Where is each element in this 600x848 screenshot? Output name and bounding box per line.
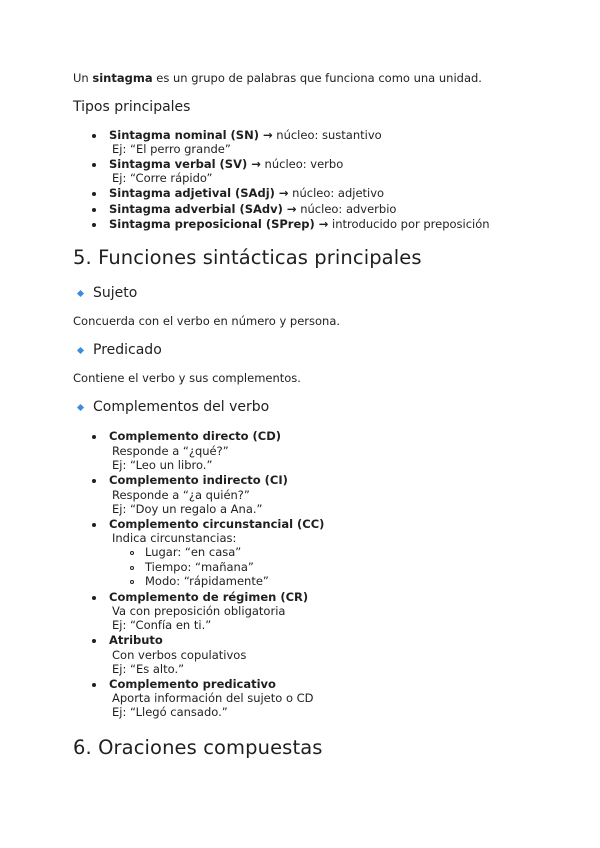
tipo-example: Ej: “El perro grande” (112, 142, 231, 156)
bullet (92, 596, 96, 600)
tipo-item-bold: Sintagma adjetival (SAdj) → (109, 186, 289, 200)
tipo-item-rest: introducido por preposición (328, 217, 490, 231)
sujeto-text: Concuerda con el verbo en número y persona. (73, 314, 341, 328)
complemento-line: Con verbos copulativos (112, 648, 247, 662)
tipo-item-rest: núcleo: adverbio (296, 202, 397, 216)
tipos-heading: Tipos principales (73, 99, 191, 115)
predicado-heading: Predicado (93, 342, 162, 358)
sujeto-heading: Sujeto (93, 285, 138, 301)
complemento-example: Ej: “Es alto.” (112, 662, 185, 676)
tipo-item (109, 157, 343, 171)
complemento-label: Complemento indirecto (CI) (109, 473, 288, 487)
circle-bullet (130, 580, 134, 584)
complemento-line: Responde a “¿qué?” (112, 444, 229, 458)
tipo-item-rest: núcleo: verbo (260, 157, 344, 171)
tipo-item (109, 186, 384, 200)
complemento-example: Ej: “Leo un libro.” (112, 458, 213, 472)
diamond-bullet-icon (77, 290, 84, 297)
intro-term: sintagma (92, 71, 153, 85)
tipo-item (109, 217, 490, 231)
bullet (92, 208, 96, 212)
complemento-label: Complemento directo (CD) (109, 429, 282, 443)
bullet (92, 523, 96, 527)
complemento-label: Complemento circunstancial (CC) (109, 517, 325, 531)
complemento-line: Va con preposición obligatoria (112, 604, 286, 618)
tipo-item-rest: núcleo: sustantivo (272, 128, 382, 142)
tipo-example: Ej: “Corre rápido” (112, 171, 213, 185)
circunstancia-item: Lugar: “en casa” (145, 545, 242, 559)
complemento-label: Atributo (109, 633, 163, 647)
complemento-line: Responde a “¿a quién?” (112, 488, 250, 502)
bullet (92, 163, 96, 167)
bullet (92, 683, 96, 687)
bullet (92, 192, 96, 196)
bullet (92, 223, 96, 227)
circunstancia-item: Tiempo: “mañana” (145, 560, 254, 574)
intro-post: es un grupo de palabras que funciona como una unidad. (152, 71, 482, 85)
bullet (92, 134, 96, 138)
tipo-item-bold: Sintagma preposicional (SPrep) → (109, 217, 329, 231)
intro-paragraph (73, 71, 482, 85)
complemento-label: Complemento de régimen (CR) (109, 590, 309, 604)
complemento-example: Ej: “Doy un regalo a Ana.” (112, 502, 263, 516)
tipo-item-rest: núcleo: adjetivo (288, 186, 385, 200)
tipo-item (109, 128, 382, 142)
diamond-bullet-icon (77, 404, 84, 411)
bullet (92, 639, 96, 643)
circunstancia-item: Modo: “rápidamente” (145, 574, 269, 588)
circle-bullet (130, 566, 134, 570)
complementos-heading: Complementos del verbo (93, 399, 270, 415)
complemento-line: Aporta información del sujeto o CD (112, 691, 314, 705)
intro-pre: Un (73, 71, 93, 85)
complemento-example: Ej: “Llegó cansado.” (112, 705, 228, 719)
bullet (92, 435, 96, 439)
complemento-line: Indica circunstancias: (112, 531, 237, 545)
section6-title: 6. Oraciones compuestas (73, 736, 323, 759)
complemento-label: Complemento predicativo (109, 677, 276, 691)
section5-title: 5. Funciones sintácticas principales (73, 246, 422, 269)
diamond-bullet-icon (77, 347, 84, 354)
complemento-example: Ej: “Confía en ti.” (112, 618, 212, 632)
tipo-item-bold: Sintagma nominal (SN) → (109, 128, 273, 142)
predicado-text: Contiene el verbo y sus complementos. (73, 371, 301, 385)
circle-bullet (130, 551, 134, 555)
tipo-item (109, 202, 396, 216)
bullet (92, 479, 96, 483)
tipo-item-bold: Sintagma verbal (SV) → (109, 157, 261, 171)
tipo-item-bold: Sintagma adverbial (SAdv) → (109, 202, 297, 216)
